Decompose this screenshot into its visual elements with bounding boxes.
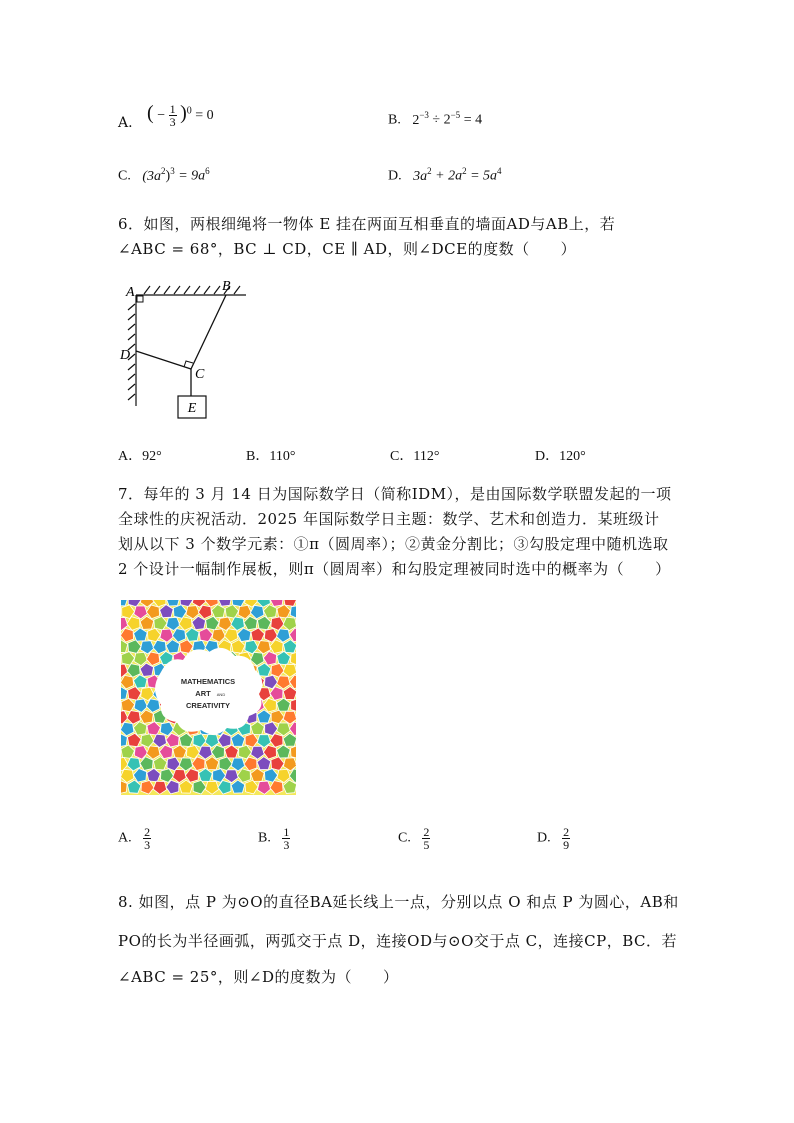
q7-stem-line-4: 2 个设计一幅制作展板，则π（圆周率）和勾股定理被同时选中的概率为（ ）	[118, 560, 671, 578]
q7-stem-line-2: 全球性的庆祝活动．2025 年国际数学日主题：数学、艺术和创造力．某班级计	[118, 510, 660, 528]
q5-option-b-label: B.	[388, 112, 401, 128]
q6-option-a: A．92°	[118, 449, 162, 464]
q8-stem-line-2: PO的长为半径画弧，两弧交于点 D，连接OD与⊙O交于点 C，连接CP，BC．若	[118, 932, 677, 950]
q7-stem-line-3: 划从以下 3 个数学元素：①π（圆周率）；②黄金分割比；③勾股定理中随机选取	[118, 535, 669, 553]
q6-right-angle-c	[184, 361, 193, 367]
q7-option-d: D. $\frac{2}{9}$	[537, 825, 570, 852]
q6-option-c: C．112°	[390, 449, 440, 464]
q6-option-b: B．110°	[246, 449, 296, 464]
q6-label-e: E	[187, 401, 197, 416]
q5-option-c: C. $(3a^2)^3 = 9a^6$	[118, 166, 210, 184]
q6-stem-line-2: ∠ABC = 68°，BC ⊥ CD，CE ∥ AD，则∠DCE的度数（ ）	[118, 240, 577, 258]
q6-right-angle-a	[137, 296, 143, 302]
q6-option-d: D．120°	[535, 449, 586, 464]
q6-rope-bc	[191, 295, 226, 369]
q7-option-c: C. $\frac{2}{5}$	[398, 825, 430, 852]
q7-option-a: A. $\frac{2}{3}$	[118, 825, 151, 852]
q5-option-c-label: C.	[118, 168, 131, 184]
q6-stem-line-1: 6．如图，两根细绳将一物体 E 挂在两面互相垂直的墙面AD与AB上，若	[118, 215, 616, 233]
q7-poster-text-2: ART	[195, 689, 211, 698]
q5-option-a-expression: ( − $\frac{1}{3}$ )$^0$ = 0	[147, 102, 214, 130]
q6-rope-dc	[136, 351, 191, 369]
q7-poster-text-3: AND	[216, 692, 226, 697]
q5-option-a-label: A.	[118, 115, 133, 131]
q7-option-c-fraction: $\frac{2}{5}$	[423, 825, 430, 852]
q7-poster-mosaic	[121, 600, 296, 795]
q5-option-a	[118, 102, 214, 136]
q6-label-b: B	[222, 279, 231, 294]
q5-option-d-label: D.	[388, 168, 402, 184]
q6-label-a: A	[126, 285, 135, 300]
q7-poster-text-1: MATHEMATICS	[180, 677, 236, 686]
q6-label-c: C	[195, 367, 205, 382]
q5-option-d: D. $3a^2 + 2a^2 = 5a^4$	[388, 166, 502, 184]
mosaic-tile	[291, 699, 296, 713]
q7-poster-text-4: CREATIVITY	[185, 701, 231, 710]
q7-option-b-fraction: $\frac{1}{3}$	[283, 825, 290, 852]
q7-poster-image	[121, 600, 296, 795]
q7-option-b: B. $\frac{1}{3}$	[258, 825, 290, 852]
q5-option-b: B. $2^{-3} \div 2^{-5} = 4$	[388, 110, 483, 128]
q6-figure	[118, 278, 258, 423]
q7-option-a-fraction: $\frac{2}{3}$	[144, 825, 151, 852]
q8-stem-line-1: 8. 如图，点 P 为⊙O的直径BA延长线上一点，分别以点 O 和点 P 为圆心，AB和	[118, 893, 679, 911]
q7-stem-line-1: 7．每年的 3 月 14 日为国际数学日（简称IDM），是由国际数学联盟发起的一项	[118, 485, 672, 503]
q8-stem-line-3: ∠ABC = 25°，则∠D的度数为（ ）	[118, 968, 399, 986]
q7-option-d-fraction: $\frac{2}{9}$	[563, 825, 570, 852]
q6-label-d: D	[120, 348, 131, 363]
